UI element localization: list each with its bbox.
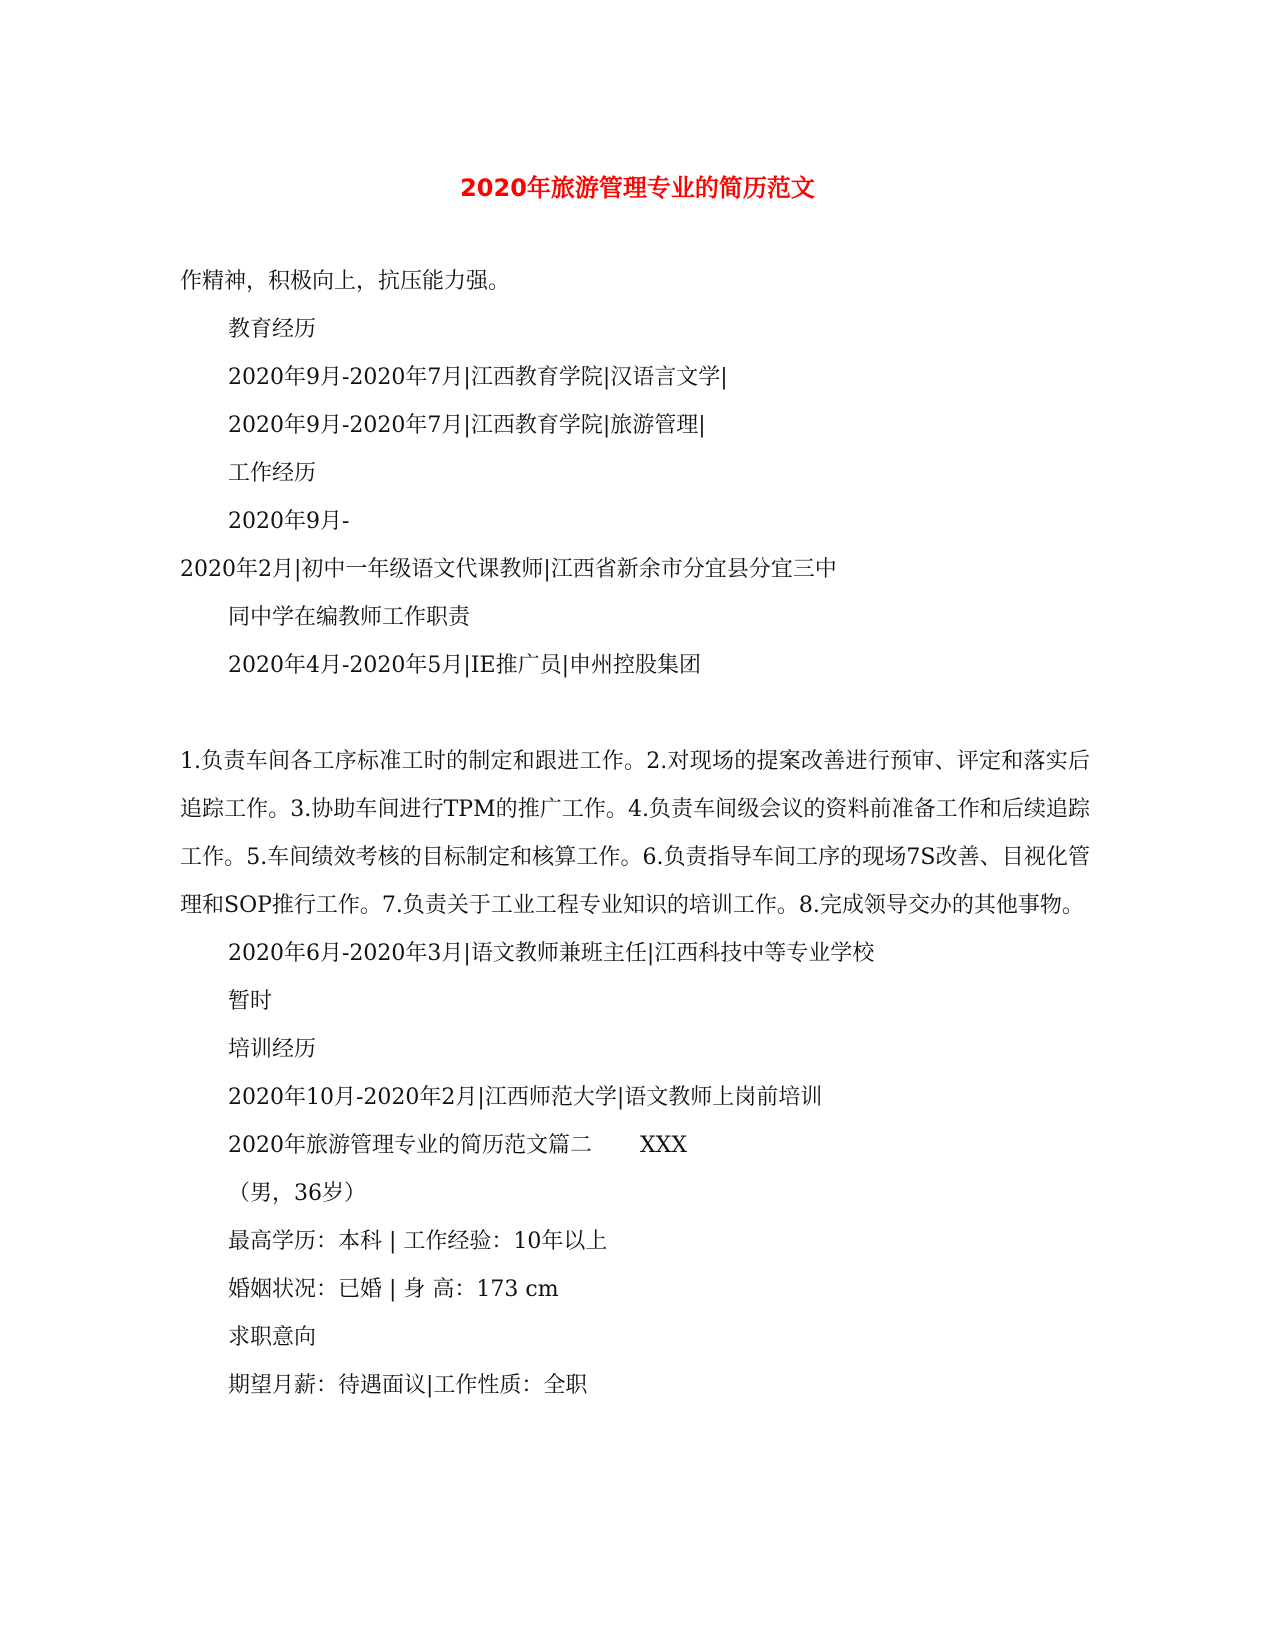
candidate-info: （男，36岁） [228, 1181, 366, 1206]
section-heading-job-intention: 求职意向 [228, 1325, 317, 1350]
candidate-info: 婚姻状况：已婚 | 身 高：173 cm [228, 1277, 559, 1302]
job-intention-info: 期望月薪：待遇面议|工作性质：全职 [228, 1373, 588, 1398]
text-line: 作精神，积极向上，抗压能力强。 [180, 269, 511, 294]
blank-line [180, 690, 1090, 738]
section-heading-training: 培训经历 [228, 1037, 317, 1062]
work-entry: 2020年6月-2020年3月|语文教师兼班主任|江西科技中等专业学校 [228, 941, 875, 966]
work-entry-date: 2020年9月- [228, 509, 350, 534]
text-line: 暂时 [228, 989, 273, 1014]
resume-two-title: 2020年旅游管理专业的简历范文篇二 [228, 1133, 592, 1158]
resume-two-heading [180, 1122, 1090, 1170]
work-entry: 同中学在编教师工作职责 [228, 605, 471, 630]
document-title: 2020年旅游管理专业的简历范文 [460, 174, 815, 202]
candidate-info: 最高学历：本科 | 工作经验：10年以上 [228, 1229, 608, 1254]
candidate-name: XXX [640, 1133, 687, 1158]
work-entry: 2020年4月-2020年5月|IE推广员|申州控股集团 [228, 653, 701, 678]
education-entry: 2020年9月-2020年7月|江西教育学院|汉语言文学| [228, 365, 728, 390]
education-entry: 2020年9月-2020年7月|江西教育学院|旅游管理| [228, 413, 706, 438]
work-entry: 2020年2月|初中一年级语文代课教师|江西省新余市分宜县分宜三中 [180, 557, 837, 582]
section-heading-education: 教育经历 [228, 317, 317, 342]
job-duties-paragraph: 1.负责车间各工序标准工时的制定和跟进工作。2.对现场的提案改善进行预审、评定和落实后追踪工作。3.协助车间进行TPM的推广工作。4.负责车间级会议的资料前准备工作和后续追踪工作。5.车间绩效考核的目标制定和核算工作。6.负责指导车间工序的现场7S改善、目视化管理和SOP推行工作。7.负责关于工业工程专业知识的培训工作。8.完成领导交办的其他事物。 [180, 749, 1090, 918]
section-heading-work: 工作经历 [228, 461, 317, 486]
training-entry: 2020年10月-2020年2月|江西师范大学|语文教师上岗前培训 [228, 1085, 823, 1110]
document-body [180, 258, 1090, 1410]
